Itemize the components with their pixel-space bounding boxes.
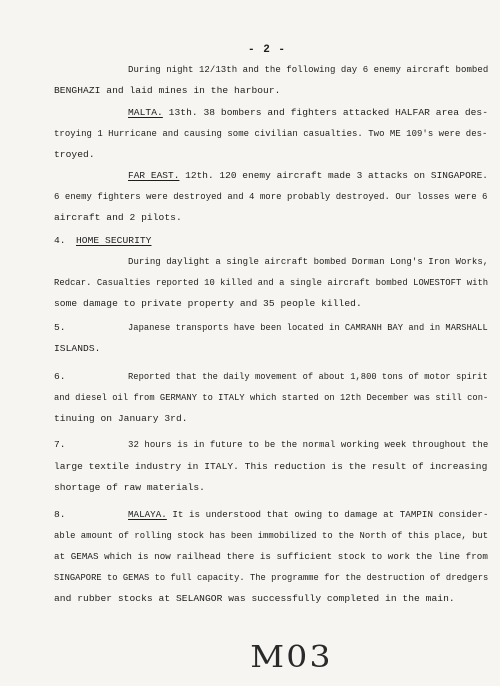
malta-heading: MALTA.	[128, 107, 163, 118]
page-number: - 2 -	[248, 44, 287, 56]
section-8-line-5: and rubber stocks at SELANGOR was successfully completed in the main.	[54, 593, 455, 604]
section-7-line-1: 32 hours is in future to be the normal working week throughout the	[128, 439, 489, 450]
section-7-line-3: shortage of raw materials.	[54, 482, 205, 493]
far-east-line-3: aircraft and 2 pilots.	[54, 212, 182, 223]
p1-line-1: During night 12/13th and the following day 6 enemy aircraft bombed	[128, 64, 489, 75]
handwritten-note: M03	[250, 640, 333, 675]
far-east-line-1-text: 12th. 120 enemy aircraft made 3 attacks on SINGAPORE.	[179, 170, 489, 181]
section-4-line-2: Redcar. Casualties reported 10 killed and a single aircraft bombed LOWESTOFT with	[54, 277, 489, 288]
section-8-line-1	[128, 509, 488, 521]
section-5-line-2: ISLANDS.	[54, 343, 101, 354]
section-4-heading: HOME SECURITY	[76, 235, 152, 246]
section-7-number: 7.	[54, 439, 66, 450]
malta-line-1-text: 13th. 38 bombers and fighters attacked HALFAR area des-	[162, 107, 489, 118]
section-6-line-1: Reported that the daily movement of about 1,800 tons of motor spirit	[128, 371, 488, 382]
section-6-line-2: and diesel oil from GERMANY to ITALY which started on 12th December was still con-	[54, 392, 489, 403]
section-4-line-3: some damage to private property and 35 people killed.	[54, 298, 362, 309]
section-8-line-2: able amount of rolling stock has been immobilized to the North of this place, but	[54, 530, 489, 541]
malta-line-1	[128, 107, 488, 119]
section-6-line-3: tinuing on January 3rd.	[54, 413, 188, 424]
far-east-line-1	[128, 170, 488, 182]
section-8-line-3: at GEMAS which is now railhead there is sufficient stock to work the line from	[54, 551, 488, 562]
malta-line-3: troyed.	[54, 149, 95, 160]
p1-line-2: BENGHAZI and laid mines in the harbour.	[54, 85, 281, 96]
section-5-number: 5.	[54, 322, 66, 333]
section-8-line-1-text: It is understood that owing to damage at TAMPIN consider-	[166, 509, 489, 520]
section-4-line-1: During daylight a single aircraft bombed Dorman Long's Iron Works,	[128, 256, 489, 267]
far-east-heading: FAR EAST.	[128, 170, 180, 181]
section-8-heading: MALAYA.	[128, 509, 167, 520]
section-6-number: 6.	[54, 371, 66, 382]
malta-line-2: troying 1 Hurricane and causing some civilian casualties. Two ME 109's were des-	[54, 128, 488, 139]
section-8-line-4: SINGAPORE to GEMAS to full capacity. The programme for the destruction of dredgers	[54, 572, 489, 583]
far-east-line-2: 6 enemy fighters were destroyed and 4 more probably destroyed. Our losses were 6	[54, 191, 488, 202]
section-7-line-2: large textile industry in ITALY. This reduction is the result of increasing	[54, 461, 488, 472]
section-5-line-1: Japanese transports have been located in CAMRANH BAY and in MARSHALL	[128, 322, 488, 333]
section-8-number: 8.	[54, 509, 66, 520]
section-4-number: 4.	[54, 235, 66, 246]
